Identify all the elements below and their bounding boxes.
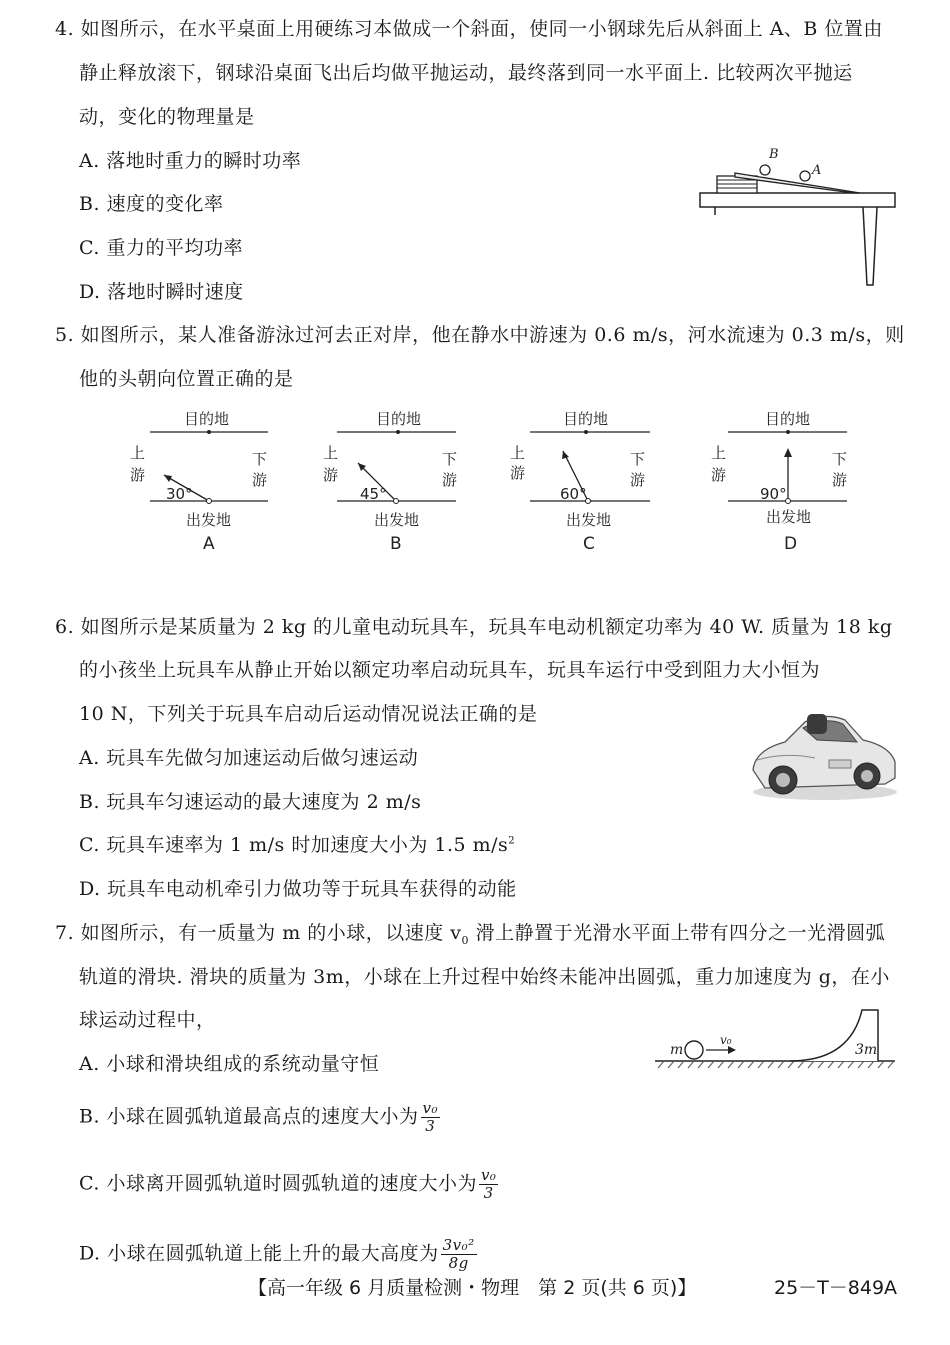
q4-stem-line2: 静止释放滚下，钢球沿桌面飞出后均做平抛运动，最终落到同一水平面上. 比较两次平抛运 [79,62,853,84]
svg-text:m: m [670,1042,684,1058]
q4-incline-figure [695,140,905,290]
svg-text:90°: 90° [760,485,787,503]
svg-text:出发地: 出发地 [186,511,232,529]
svg-text:上: 上 [323,444,339,462]
q6-option-a: A. 玩具车先做匀加速运动后做匀速运动 [79,747,419,769]
q4-stem-line3: 动，变化的物理量是 [79,106,255,128]
svg-text:游: 游 [510,464,526,482]
svg-text:目的地: 目的地 [184,410,230,428]
svg-text:下: 下 [832,450,848,468]
svg-text:3m: 3m [855,1042,878,1058]
q6-stem-line3: 10 N，下列关于玩具车启动后运动情况说法正确的是 [79,703,538,725]
svg-text:目的地: 目的地 [376,410,422,428]
svg-text:游: 游 [252,471,268,489]
ball-b [760,165,770,175]
q7-stem-line3: 球运动过程中， [79,1009,216,1031]
svg-text:游: 游 [630,471,646,489]
diagram-d [711,410,847,554]
small-ball [685,1041,703,1059]
svg-text:60°: 60° [560,485,587,503]
svg-text:A: A [203,534,215,554]
q6-option-c: C. 玩具车速率为 1 m/s 时加速度大小为 1.5 $m/s^2$ [79,834,516,856]
q7-slider-figure [650,1000,900,1080]
svg-text:游: 游 [323,466,339,484]
diagram-a [130,410,268,554]
q5-river-diagrams [120,402,870,557]
diagram-b [323,410,457,554]
q7-stem-line2: 轨道的滑块. 滑块的质量为 3m，小球在上升过程中始终未能冲出圆弧，重力加速度为 g，在小 [79,966,890,988]
frac-v0-over-3-c: $\frac{\text{v₀}}{3}$ [480,1166,497,1202]
q6-stem-line1: 6. 如图所示是某质量为 2 kg 的儿童电动玩具车，玩具车电动机额定功率为 40 W. 质量为 18 kg [55,616,893,638]
svg-text:下: 下 [252,450,268,468]
svg-text:B: B [390,534,402,554]
label-b: B [769,147,779,162]
svg-text:上: 上 [711,444,727,462]
q6-option-d: D. 玩具车电动机牵引力做功等于玩具车获得的动能 [79,878,517,900]
svg-text:下: 下 [630,450,646,468]
q6-toy-car-image [745,700,900,805]
svg-text:目的地: 目的地 [765,410,811,428]
q4-option-b: B. 速度的变化率 [79,193,224,215]
ball-a [800,171,810,181]
q5-stem-line1: 5. 如图所示，某人准备游泳过河去正对岸，他在静水中游速为 0.6 m/s，河水流速为 0.3 m/s，则 [55,324,905,346]
svg-text:游: 游 [130,466,146,484]
svg-text:下: 下 [442,450,458,468]
svg-text:D: D [784,534,798,554]
q4-option-c: C. 重力的平均功率 [79,237,243,259]
q4-option-d: D. 落地时瞬时速度 [79,281,244,303]
svg-text:上: 上 [130,444,146,462]
q4-option-a: A. 落地时重力的瞬时功率 [79,150,302,172]
svg-text:游: 游 [711,466,727,484]
frac-height: $\frac{\text{3v₀²}}{8g}$ [442,1236,475,1272]
svg-text:出发地: 出发地 [566,511,612,529]
frac-v0-over-3: $\frac{\text{v₀}}{3}$ [422,1099,439,1135]
table-leg [863,207,877,285]
q7-option-a: A. 小球和滑块组成的系统动量守恒 [79,1053,380,1075]
svg-text:上: 上 [510,444,526,462]
svg-text:30°: 30° [166,485,193,503]
svg-text:目的地: 目的地 [563,410,609,428]
label-a: A [812,163,822,178]
q7-option-c: C. 小球离开圆弧轨道时圆弧轨道的速度大小为 $\frac{\text{v₀}}{3}$ [79,1166,497,1202]
q5-stem-line2: 他的头朝向位置正确的是 [79,368,294,390]
svg-text:游: 游 [442,471,458,489]
svg-text:v₀: v₀ [720,1033,732,1047]
svg-text:45°: 45° [360,485,387,503]
q6-stem-line2: 的小孩坐上玩具车从静止开始以额定功率启动玩具车，玩具车运行中受到阻力大小恒为 [79,659,821,681]
footer-title: 【高一年级 6 月质量检测・物理 第 2 页(共 6 页)】 [248,1277,697,1299]
svg-text:出发地: 出发地 [766,508,812,526]
q6-option-b: B. 玩具车匀速运动的最大速度为 2 m/s [79,791,422,813]
footer-code: 25－T－849A [774,1277,898,1299]
q7-stem-line1: 7. 如图所示，有一质量为 m 的小球，以速度 $v_0$ 滑上静置于光滑水平面上带有四分之一光滑圆弧 [55,922,886,947]
q7-option-d: D. 小球在圆弧轨道上能上升的最大高度为 $\frac{\text{3v₀²}}{8g}$ [79,1236,475,1272]
svg-text:游: 游 [832,471,848,489]
table-top [700,193,895,207]
diagram-c [510,410,650,554]
q4-stem-line1: 4. 如图所示，在水平桌面上用硬练习本做成一个斜面，使同一小钢球先后从斜面上 A、B 位置由 [55,18,883,40]
q7-option-b: B. 小球在圆弧轨道最高点的速度大小为 $\frac{\text{v₀}}{3}$ [79,1099,439,1135]
svg-text:出发地: 出发地 [374,511,420,529]
svg-text:C: C [583,534,595,554]
